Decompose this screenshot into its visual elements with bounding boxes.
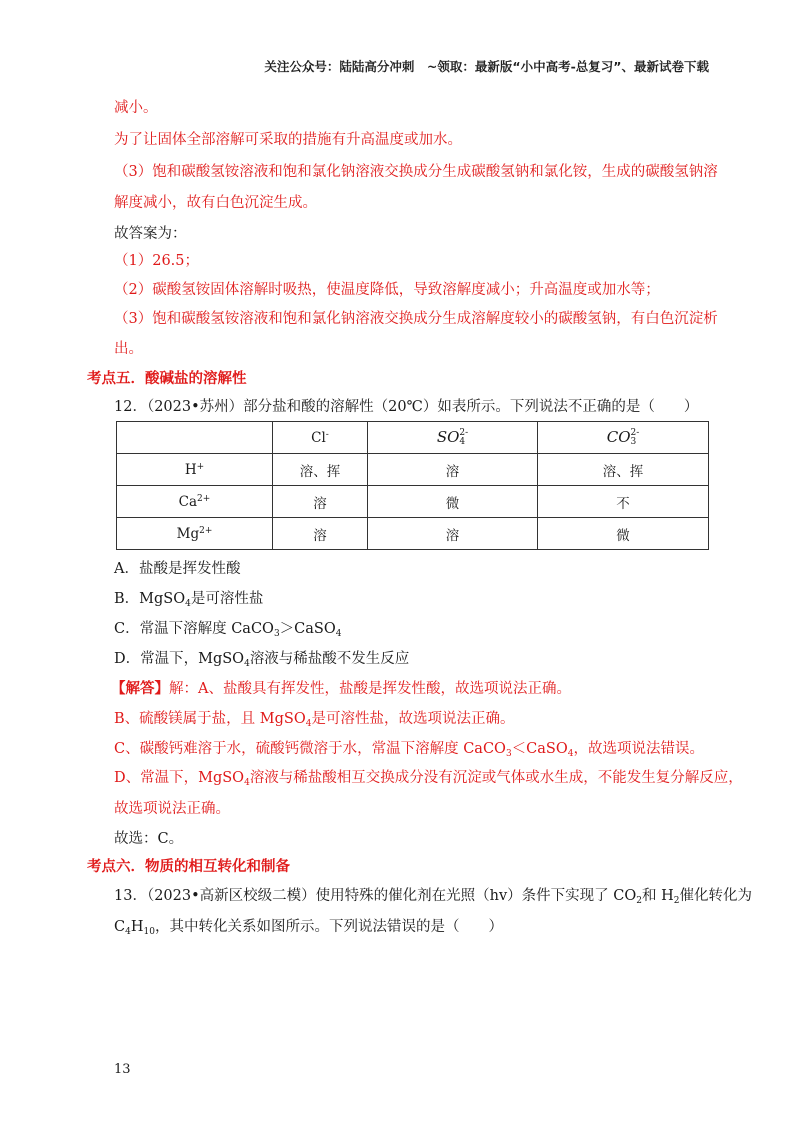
question-13-cont: $C_4H_{10}$，其中转化关系如图所示。下列说法错误的是（ ） bbox=[114, 919, 503, 937]
table-cell: 溶 bbox=[273, 518, 368, 550]
page-number: 13 bbox=[114, 1062, 131, 1077]
question-13: 13．（2023•高新区校级二模）使用特殊的催化剂在光照（hv）条件下实现了 $CO_2$和 $H_2$催化转化为 bbox=[114, 888, 753, 906]
table-cell: 不 bbox=[538, 486, 709, 518]
answer-item: （3）饱和碳酸氢铵溶液和饱和氯化钠溶液交换成分生成溶解度较小的碳酸氢钠，有白色沉淀析 bbox=[114, 311, 718, 327]
option-b: B．MgSO$_4$是可溶性盐 bbox=[114, 591, 264, 609]
table-row bbox=[117, 454, 709, 486]
table-cell: 微 bbox=[368, 486, 538, 518]
final-choice: 故选：C。 bbox=[114, 831, 184, 847]
col-header-cl: Cl- bbox=[273, 422, 368, 454]
solution-b: B、硫酸镁属于盐，且 MgSO$_4$是可溶性盐，故选项说法正确。 bbox=[114, 711, 515, 729]
answer-item: （2）碳酸氢铵固体溶解时吸热，使温度降低，导致溶解度减小；升高温度或加水等； bbox=[114, 282, 660, 298]
col-header-so4: SO 2- 4 bbox=[368, 422, 538, 454]
table-corner bbox=[117, 422, 273, 454]
solution-c: C、碳酸钙难溶于水，硫酸钙微溶于水，常温下溶解度 CaCO$_3$＜CaSO$_4$，故选项说法错误。 bbox=[114, 741, 704, 759]
answer-line: （3）饱和碳酸氢铵溶液和饱和氯化钠溶液交换成分生成碳酸氢钠和氯化铵，生成的碳酸氢钠溶 bbox=[114, 164, 718, 180]
table-row bbox=[117, 486, 709, 518]
table-cell: 溶 bbox=[273, 486, 368, 518]
question-12: 12．（2023•苏州）部分盐和酸的溶解性（20℃）如表所示。下列说法不正确的是（ ） bbox=[114, 399, 699, 415]
option-c: C．常温下溶解度 CaCO$_3$＞CaSO$_4$ bbox=[114, 621, 342, 639]
solution-a: 【解答】解：A、盐酸具有挥发性，盐酸是挥发性酸，故选项说法正确。 bbox=[111, 680, 571, 697]
answer-line: 为了让固体全部溶解可采取的措施有升高温度或加水。 bbox=[114, 132, 462, 148]
solution-d-cont: 故选项说法正确。 bbox=[114, 801, 230, 817]
section-title: 考点六．物质的相互转化和制备 bbox=[87, 858, 290, 875]
table-row bbox=[117, 518, 709, 550]
table-header-row bbox=[117, 422, 709, 454]
table-cell: 溶、挥 bbox=[538, 454, 709, 486]
answer-item: 出。 bbox=[114, 341, 143, 357]
table-cell: 微 bbox=[538, 518, 709, 550]
option-d: D．常温下，MgSO$_4$溶液与稀盐酸不发生反应 bbox=[114, 651, 410, 669]
table-cell: 溶、挥 bbox=[273, 454, 368, 486]
answer-item: （1）26.5； bbox=[114, 253, 200, 269]
answer-line: 减小。 bbox=[114, 100, 158, 116]
row-header: $Ca^{2+}$ bbox=[117, 486, 273, 518]
table-cell: 溶 bbox=[368, 518, 538, 550]
col-header-co3: CO 2- 3 bbox=[538, 422, 709, 454]
row-header: $Mg^{2+}$ bbox=[117, 518, 273, 550]
answer-heading: 故答案为： bbox=[114, 226, 187, 242]
solubility-table bbox=[116, 421, 709, 550]
option-a: A．盐酸是挥发性酸 bbox=[114, 561, 241, 577]
page-header: 关注公众号：陆陆高分冲刺 ~领取：最新版“小中高考-总复习”、最新试卷下载 bbox=[264, 59, 709, 74]
answer-line: 解度减小，故有白色沉淀生成。 bbox=[114, 195, 317, 211]
row-header: H+ bbox=[117, 454, 273, 486]
section-title: 考点五．酸碱盐的溶解性 bbox=[87, 370, 247, 387]
solution-d: D、常温下，MgSO$_4$溶液与稀盐酸相互交换成分没有沉淀或气体或水生成，不能发生复分解反应， bbox=[114, 770, 743, 788]
table-cell: 溶 bbox=[368, 454, 538, 486]
